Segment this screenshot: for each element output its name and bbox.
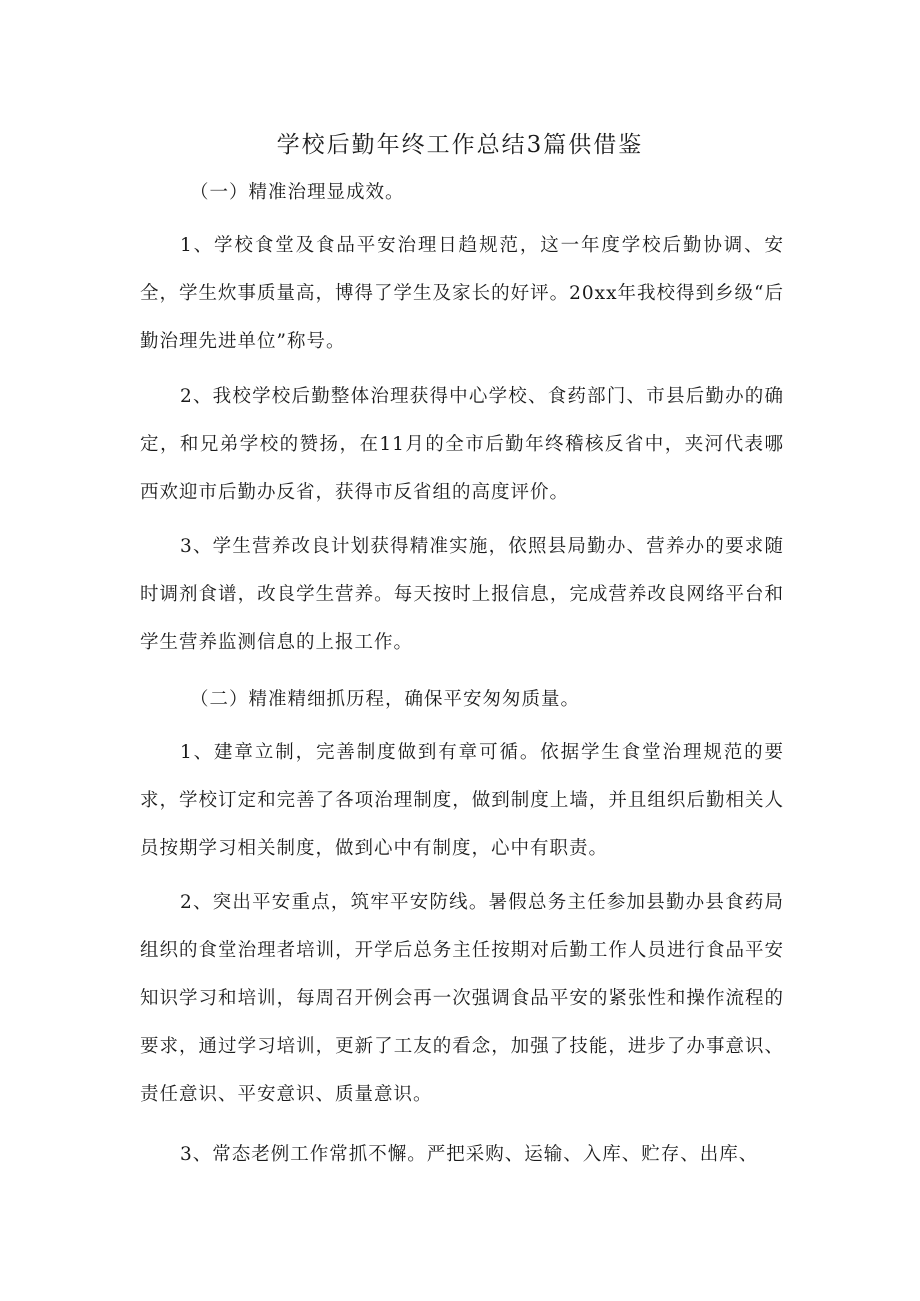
- paragraph-1-1: 1、学校食堂及食品平安治理日趋规范，这一年度学校后勤协调、安全，学生炊事质量高，博得了学生及家长的好评。20xx年我校得到乡级“后勤治理先进单位”称号。: [140, 235, 784, 352]
- paragraph-2-3: 3、常态老例工作常抓不懈。严把采购、运输、入库、贮存、出库、: [180, 1144, 759, 1165]
- paragraph-2-1: 1、建章立制，完善制度做到有章可循。依据学生食堂治理规范的要求，学校订定和完善了各项治理制度，做到制度上墙，并且组织后勤相关人员按期学习相关制度，做到心中有制度，心中有职责。: [140, 742, 784, 859]
- paragraph-2-2: 2、突出平安重点，筑牢平安防线。暑假总务主任参加县勤办县食药局组织的食堂治理者培训，开学后总务主任按期对后勤工作人员进行食品平安知识学习和培训，每周召开例会再一次强调食品平安的紧张性和操作流程的要求，通过学习培训，更新了工友的看念，加强了技能，进步了办事意识、责任意识、平安意识、质量意识。: [140, 892, 784, 1105]
- paragraph-1-2: 2、我校学校后勤整体治理获得中心学校、食药部门、市县后勤办的确定，和兄弟学校的赞扬，在11月的全市后勤年终稽核反省中，夹河代表哪西欢迎市后勤办反省，获得市反省组的高度评价。: [140, 386, 784, 503]
- section-heading-1: （一）精准治理显成效。: [190, 182, 405, 203]
- document-title: 学校后勤年终工作总结3篇供借鉴: [276, 132, 644, 158]
- section-heading-2: （二）精准精细抓历程，确保平安匆匆质量。: [190, 689, 581, 710]
- paragraph-1-3: 3、学生营养改良计划获得精准实施，依照县局勤办、营养办的要求随时调剂食谱，改良学生营养。每天按时上报信息，完成营养改良网络平台和学生营养监测信息的上报工作。: [140, 536, 784, 653]
